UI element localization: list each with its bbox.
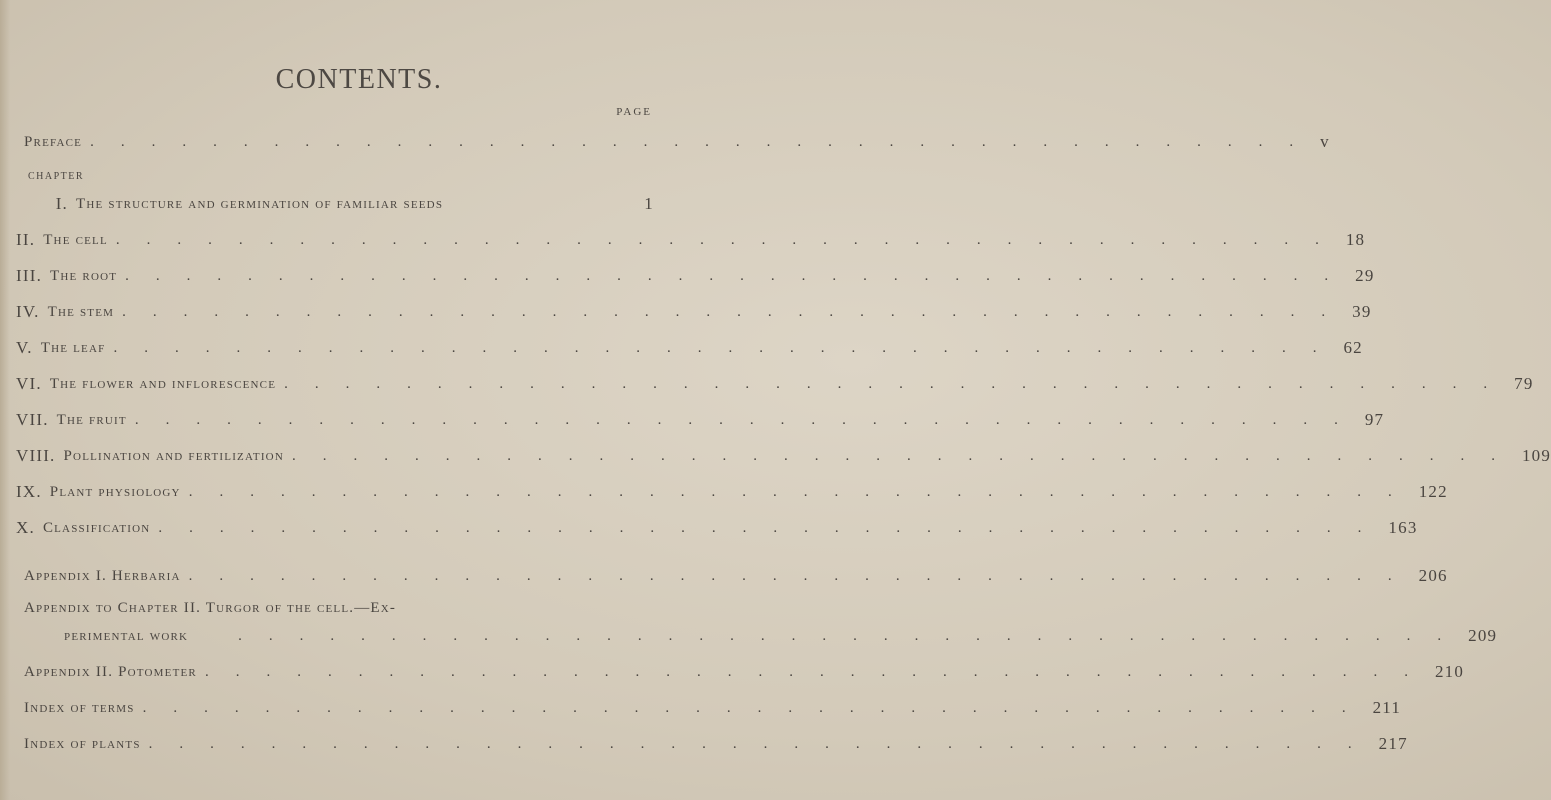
toc-entry-label: Preface <box>24 133 83 150</box>
toc-entry-chapter <box>16 226 1366 254</box>
chapter-number: II. <box>16 230 36 249</box>
toc-entry-label: Pollination and fertilization <box>63 447 284 464</box>
chapter-number: VI. <box>16 374 42 393</box>
chapter-number: X. <box>16 518 35 537</box>
toc-entry-label: Appendix I. Herbaria <box>24 567 181 584</box>
toc-entry-preface <box>24 128 1330 156</box>
toc-entry-label: Index of plants <box>24 735 141 752</box>
toc-entry-page: 210 <box>1434 662 1465 681</box>
toc-entry-index <box>24 694 1402 722</box>
toc-entry-appendix <box>24 658 1465 686</box>
dot-leader: ........................................ <box>291 447 1522 464</box>
toc-entry-label: The stem <box>47 303 115 320</box>
dot-leader: ........................................ <box>113 339 1344 356</box>
toc-entry-page: 211 <box>1372 698 1402 717</box>
toc-entry-label: The flower and inflorescence <box>49 375 277 392</box>
toc-entry-page: 39 <box>1352 302 1372 321</box>
toc-entry-page: 79 <box>1514 374 1534 393</box>
chapter-number: III. <box>16 266 43 285</box>
chapter-column-heading: CHAPTER <box>28 171 85 182</box>
dot-leader: ........................................ <box>188 567 1419 584</box>
dot-leader: ........................................ <box>238 627 1469 644</box>
toc-entry-page: v <box>1320 132 1330 151</box>
toc-entry-line2 <box>64 622 1498 650</box>
dot-leader: ........................................ <box>90 133 1321 150</box>
toc-entry-page: 122 <box>1418 482 1448 501</box>
toc-entry-page: 163 <box>1388 518 1418 537</box>
toc-entry-label: Plant physiology <box>49 483 181 500</box>
toc-entry-label: Appendix II. Potometer <box>24 663 197 680</box>
toc-entry-page: 62 <box>1343 338 1363 357</box>
toc-entry-page: 217 <box>1378 734 1408 753</box>
toc-entry-index <box>24 730 1408 758</box>
toc-entry-appendix <box>24 562 1448 590</box>
toc-entry-label-line2: perimental work <box>64 627 189 644</box>
chapter-number: I. <box>55 194 68 213</box>
toc-entry-page: 109 <box>1521 446 1551 465</box>
dot-leader: ........................................ <box>122 303 1353 320</box>
toc-entry-label: The fruit <box>56 411 127 428</box>
chapter-number: VII. <box>16 410 49 429</box>
chapter-number: IX. <box>16 482 42 501</box>
toc-entry-chapter <box>16 190 654 218</box>
toc-entry-label: The cell <box>43 231 108 248</box>
toc-entry-page: 1 <box>644 194 654 213</box>
dot-leader: ........................................ <box>158 519 1389 536</box>
chapter-number: V. <box>16 338 33 357</box>
toc-entry-page: 29 <box>1355 266 1375 285</box>
toc-entry-chapter <box>16 406 1385 434</box>
toc-entry-label: The leaf <box>40 339 106 356</box>
dot-leader: ........................................ <box>204 663 1435 680</box>
toc-entry-chapter <box>16 514 1418 542</box>
chapter-number: IV. <box>16 302 40 321</box>
page-edge-shadow <box>0 0 10 800</box>
page-column-heading: PAGE <box>616 106 652 118</box>
toc-entry-page: 18 <box>1345 230 1366 249</box>
toc-entry-page: 97 <box>1364 410 1385 429</box>
toc-entry-chapter <box>16 478 1448 506</box>
dot-leader: ........................................ <box>142 699 1373 716</box>
dot-leader: ........................................ <box>188 483 1419 500</box>
chapter-number: VIII. <box>16 446 56 465</box>
toc-entry-chapter <box>16 334 1363 362</box>
toc-entry-label: Classification <box>42 519 151 536</box>
toc-entry-chapter <box>16 298 1372 326</box>
dot-leader: ........................................ <box>148 735 1379 752</box>
contents-title: CONTENTS. <box>275 64 443 95</box>
toc-entry-appendix-to-chapter <box>24 596 1498 652</box>
toc-entry-page: 209 <box>1468 626 1498 645</box>
toc-entry-label-line1: Appendix to Chapter II. Turgor of the cell.—Ex- <box>24 600 397 616</box>
dot-leader: ........................................ <box>284 375 1515 392</box>
toc-entry-chapter <box>16 262 1375 290</box>
toc-entry-label: The structure and germination of familiar seeds <box>76 195 444 212</box>
toc-entry-chapter <box>16 442 1551 470</box>
toc-entry-chapter <box>16 370 1534 398</box>
dot-leader: ........................................ <box>125 267 1356 284</box>
dot-leader: ........................................ <box>134 411 1365 428</box>
dot-leader: ........................................ <box>115 231 1346 248</box>
toc-entry-label: The root <box>50 267 118 284</box>
toc-entry-label: Index of terms <box>24 699 135 716</box>
toc-entry-page: 206 <box>1418 566 1448 585</box>
